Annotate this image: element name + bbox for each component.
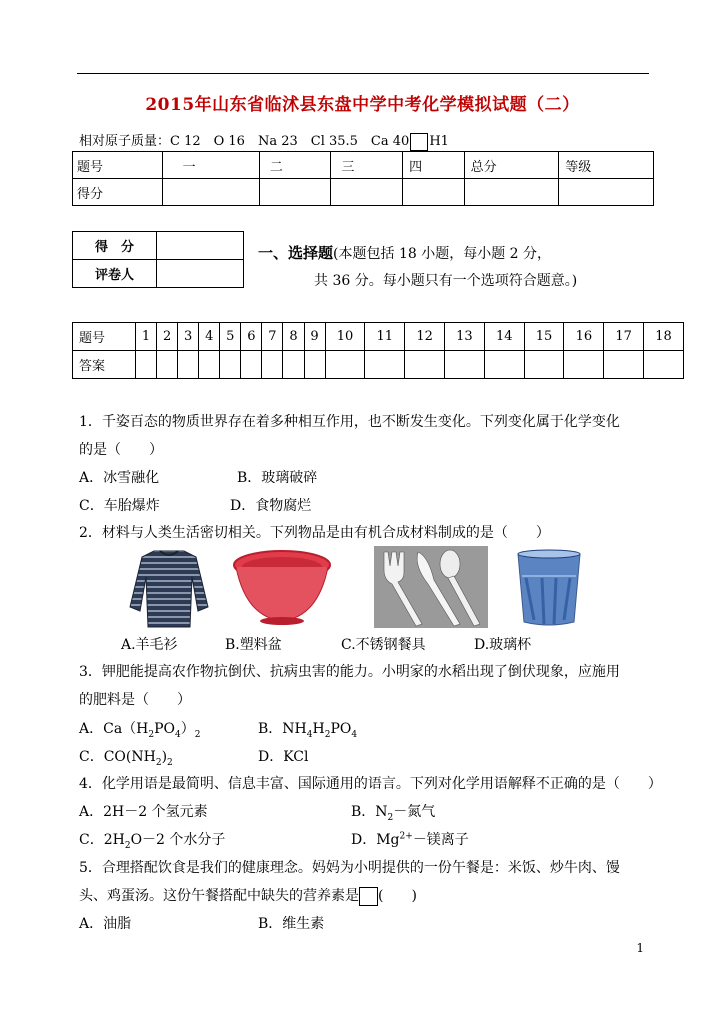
question-5-option-a: A．油脂	[79, 916, 132, 932]
answer-cell[interactable]	[325, 351, 365, 379]
atomic-mass-line	[79, 130, 449, 151]
answer-cell[interactable]	[220, 351, 241, 379]
score-label: 得 分	[73, 232, 157, 260]
question-5-text-cont-a: 头、鸡蛋汤。这份午餐搭配中缺失的营养素是	[79, 888, 359, 904]
glass-cup-image	[512, 548, 586, 628]
question-number-cell: 6	[241, 323, 262, 351]
plastic-basin-image	[232, 547, 332, 627]
question-number-cell: 11	[365, 323, 405, 351]
option-d-caption: D.玻璃杯	[474, 637, 532, 653]
answer-table	[72, 322, 684, 379]
question-number-cell: 17	[604, 323, 644, 351]
top-rule	[77, 73, 649, 74]
answer-cell[interactable]	[136, 351, 157, 379]
score-cell[interactable]	[259, 179, 331, 206]
question-number-cell: 14	[484, 323, 524, 351]
table-row	[73, 152, 654, 179]
score-cell[interactable]	[559, 179, 654, 206]
answer-cell[interactable]	[178, 351, 199, 379]
table-row	[73, 179, 654, 206]
table-row	[73, 260, 244, 288]
question-number-cell: 1	[136, 323, 157, 351]
score-header-cell: 总分	[464, 152, 559, 179]
question-4-option-b: B．$N_2-$氮气	[351, 804, 436, 823]
question-number-cell: 7	[262, 323, 283, 351]
question-4-option-d: D．$Mg^{2+}-$镁离子	[351, 831, 469, 848]
score-cell[interactable]	[162, 179, 259, 206]
answer-cell[interactable]	[484, 351, 524, 379]
score-header-cell: 等级	[559, 152, 654, 179]
score-header-cell: 题号	[73, 152, 163, 179]
question-2-text: 2．材料与人类生活密切相关。下列物品是由有机合成材料制成的是（ ）	[79, 525, 550, 541]
question-number-cell: 3	[178, 323, 199, 351]
answer-cell[interactable]	[445, 351, 485, 379]
question-number-cell: 4	[199, 323, 220, 351]
table-row	[73, 351, 684, 379]
question-number-cell: 10	[325, 323, 365, 351]
question-5-text-cont	[79, 885, 417, 906]
answer-cell[interactable]	[199, 351, 220, 379]
question-5-option-b: B．维生素	[258, 916, 325, 932]
section-number: 一、	[258, 244, 289, 262]
question-3-option-a: A．$Ca(H_2PO_4)_2$	[79, 721, 201, 740]
table-row	[73, 232, 244, 260]
answer-cell[interactable]	[241, 351, 262, 379]
question-3-option-b: B．$NH_4H_2PO_4$	[258, 721, 358, 740]
answer-cell[interactable]	[564, 351, 604, 379]
answer-cell[interactable]	[524, 351, 564, 379]
score-header-cell: 一	[162, 152, 259, 179]
question-number-cell: 15	[524, 323, 564, 351]
atomic-mass-text: 相对原子质量：C 12 O 16 Na 23 Cl 35.5 Ca 40	[79, 134, 410, 149]
answer-cell[interactable]	[365, 351, 405, 379]
score-row-label: 得分	[73, 179, 163, 206]
answer-cell[interactable]	[644, 351, 684, 379]
question-1-text-cont: 的是（ ）	[79, 442, 163, 458]
section-heading	[258, 242, 551, 263]
question-number-cell: 16	[564, 323, 604, 351]
section-title: 选择题	[288, 244, 334, 262]
blank-box	[410, 133, 428, 151]
question-5-paren: ( )	[378, 888, 417, 904]
answer-cell[interactable]	[157, 351, 178, 379]
table-row	[73, 323, 684, 351]
question-3-option-c: C．$CO(NH_2)_2$	[79, 749, 173, 768]
score-header-cell: 四	[403, 152, 464, 179]
question-5-text: 5．合理搭配饮食是我们的健康理念。妈妈为小明提供的一份午餐是：米饭、炒牛肉、馒	[79, 860, 620, 876]
question-number-cell: 8	[283, 323, 304, 351]
question-number-cell: 12	[405, 323, 445, 351]
question-4-text: 4．化学用语是最简明、信息丰富、国际通用的语言。下列对化学用语解释不正确的是（ ）	[79, 776, 662, 792]
answer-cell[interactable]	[405, 351, 445, 379]
option-a-caption: A.羊毛衫	[121, 637, 178, 653]
question-number-cell: 9	[304, 323, 325, 351]
score-cell[interactable]	[403, 179, 464, 206]
cutlery-image	[374, 546, 488, 628]
page-title: 2015年山东省临沭县东盘中学中考化学模拟试题（二）	[145, 95, 580, 115]
question-number-cell: 13	[445, 323, 485, 351]
answer-row-label: 答案	[73, 351, 136, 379]
question-1-option-c: C．车胎爆炸	[79, 498, 160, 514]
option-b-caption: B.塑料盆	[225, 637, 282, 653]
question-number-cell: 5	[220, 323, 241, 351]
sweater-image	[126, 547, 212, 629]
question-3-text: 3．钾肥能提高农作物抗倒伏、抗病虫害的能力。小明家的水稻出现了倒伏现象，应施用	[79, 664, 620, 680]
option-c-caption: C.不锈钢餐具	[341, 637, 426, 653]
page-number: 1	[636, 941, 644, 955]
section-desc-continued: 共 36 分。每小题只有一个选项符合题意。)	[314, 273, 578, 289]
score-blank[interactable]	[157, 232, 244, 260]
answer-header-label: 题号	[73, 323, 136, 351]
score-cell[interactable]	[464, 179, 559, 206]
blank-box	[359, 887, 378, 906]
score-header-cell: 三	[331, 152, 403, 179]
answer-cell[interactable]	[604, 351, 644, 379]
question-4-option-c: C．$2H_2O-2$ 个水分子	[79, 832, 226, 851]
question-number-cell: 18	[644, 323, 684, 351]
question-1-text: 1．千姿百态的物质世界存在着多种相互作用，也不断发生变化。下列变化属于化学变化	[79, 414, 620, 430]
question-3-option-d: D．KCl	[258, 749, 309, 765]
score-table	[72, 151, 654, 206]
score-header-cell: 二	[259, 152, 331, 179]
question-1-option-b: B．玻璃破碎	[237, 470, 318, 486]
score-cell[interactable]	[331, 179, 403, 206]
grader-blank[interactable]	[157, 260, 244, 288]
atomic-mass-tail: H1	[429, 134, 449, 149]
answer-cell[interactable]	[283, 351, 304, 379]
answer-cell[interactable]	[304, 351, 325, 379]
question-3-text-cont: 的肥料是（ ）	[79, 692, 191, 708]
grader-label: 评卷人	[73, 260, 157, 288]
question-4-option-a: A．2H－2 个氢元素	[79, 804, 208, 820]
question-number-cell: 2	[157, 323, 178, 351]
question-1-option-a: A．冰雪融化	[79, 470, 160, 486]
section-desc: (本题包括 18 小题，每小题 2 分，	[333, 246, 552, 262]
question-1-option-d: D．食物腐烂	[230, 498, 312, 514]
grader-table	[72, 231, 244, 288]
answer-cell[interactable]	[262, 351, 283, 379]
